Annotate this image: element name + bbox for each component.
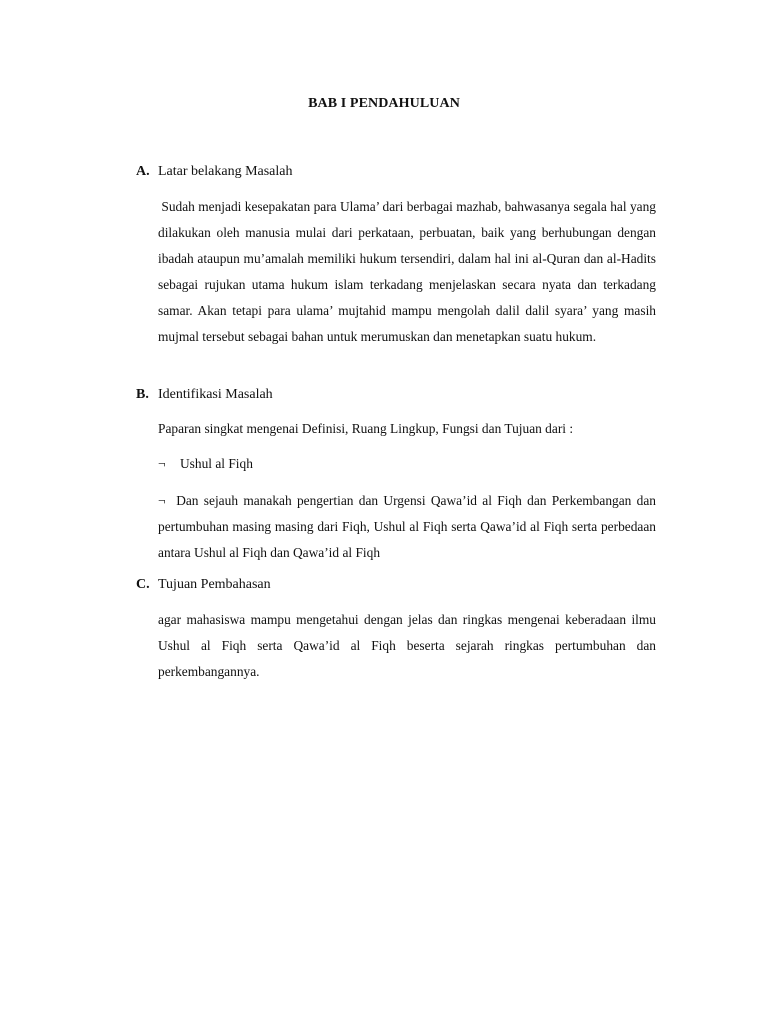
section-b-letter: B. — [136, 387, 149, 402]
section-b-item-2-text: Dan sejauh manakah pengertian dan Urgensi Qawa’id al Fiqh dan Perkembangan dan pertumbuhan masing masing dari Fiqh, Ushul al Fiqh serta Qawa’id al Fiqh serta perbedaan antara Ushul al Fiqh dan Qawa’id al Fiqh — [158, 493, 656, 560]
section-b-item-1 — [158, 456, 253, 472]
bullet-icon: ¬ — [158, 493, 166, 508]
section-b-intro: Paparan singkat mengenai Definisi, Ruang Lingkup, Fungsi dan Tujuan dari : — [158, 421, 574, 436]
bullet-icon: ¬ — [158, 456, 166, 471]
section-c-paragraph: agar mahasiswa mampu mengetahui dengan jelas dan ringkas mengenai keberadaan ilmu Ushul al Fiqh serta Qawa’id al Fiqh beserta sejarah ringkas pertumbuhan dan perkembangannya. — [158, 612, 656, 679]
section-b-item-1-text: Ushul al Fiqh — [180, 456, 253, 471]
section-b-heading — [136, 387, 273, 403]
section-a-paragraph: Sudah menjadi kesepakatan para Ulama’ dari berbagai mazhab, bahwasanya segala hal yang dilakukan oleh manusia mulai dari perkataan, perbuatan, baik yang berhubungan dengan ibadah ataupun mu’amalah memiliki hukum tersendiri, dalam hal ini al-Quran dan al-Hadits sebagai rujukan utama hukum islam terkadang menjelaskan secara nyata dan terkadang samar. Akan tetapi para ulama’ mujtahid mampu mengolah dalil dalil syara’ yang masih mujmal tersebut sebagai bahan untuk merumuskan dan menetapkan suatu hukum. — [158, 199, 660, 344]
section-b-title: Identifikasi Masalah — [158, 387, 273, 402]
section-c-letter: C. — [136, 577, 150, 592]
section-a-letter: A. — [136, 164, 150, 179]
section-a-heading — [136, 164, 293, 180]
section-b-item-2 — [158, 488, 656, 566]
section-a-title: Latar belakang Masalah — [158, 164, 293, 179]
section-c-title: Tujuan Pembahasan — [158, 577, 271, 592]
chapter-title: BAB I PENDAHULUAN — [308, 96, 460, 111]
section-c-heading — [136, 577, 271, 593]
